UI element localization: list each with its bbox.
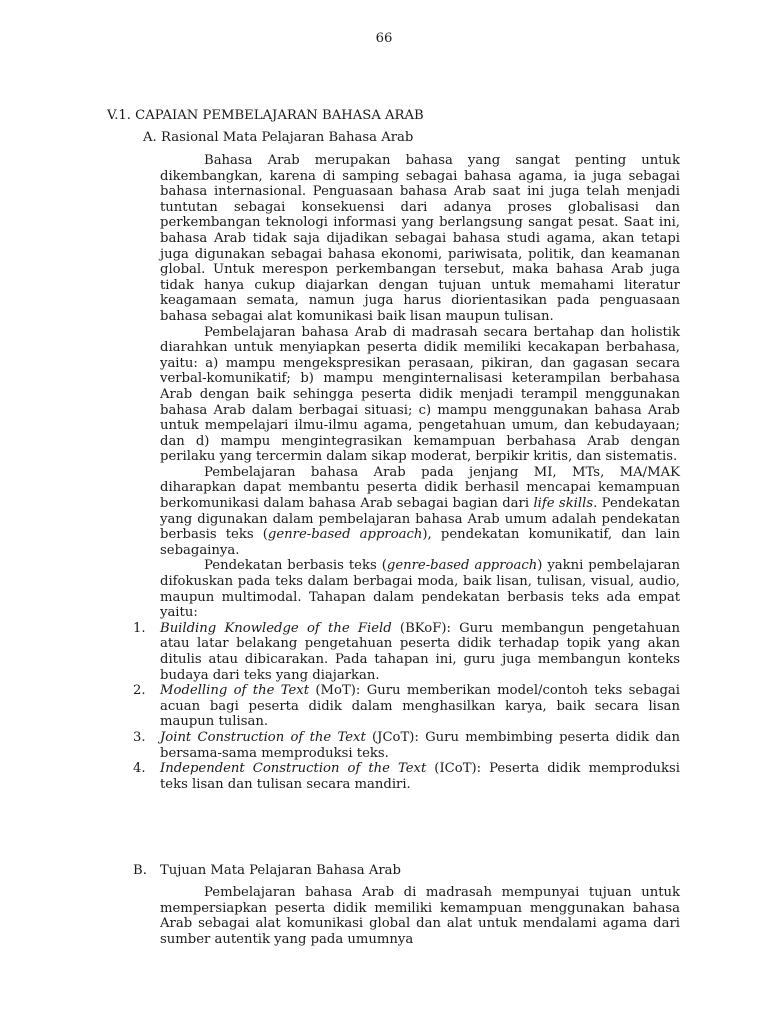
life-skills-term: life skills. xyxy=(533,496,598,512)
genre-based-term: genre-based approach xyxy=(267,527,423,543)
paragraph-b1: Pembelajaran bahasa Arab di madrasah mempunyai tujuan untuk mempersiapkan peserta didik memiliki kemampuan menggunakan bahasa Arab sebagai alat komunikasi global dan alat untuk mendalami agama dari sumber autentik yang pada umumnya xyxy=(160,885,680,947)
section-b-heading xyxy=(133,863,401,879)
list-item: 3. Joint Construction of the Text (JCoT): Guru membimbing peserta didik dan bersama-sama memproduksi teks. xyxy=(133,729,680,761)
list-item: 4. Independent Construction of the Text (ICoT): Peserta didik memproduksi teks lisan dan tulisan secara mandiri. xyxy=(133,761,680,792)
paragraph-1: Bahasa Arab merupakan bahasa yang sangat penting untuk dikembangkan, karena di samping sebagai bahasa agama, ia juga sebagai bahasa internasional. Penguasaan bahasa Arab saat ini juga telah menjadi tuntutan sebagai konsekuensi dari adanya proses globalisasi dan perkembangan teknologi informasi yang berlangsung sangat pesat. Saat ini, bahasa Arab tidak saja dijadikan sebagai bahasa studi agama, akan tetapi juga digunakan sebagai bahasa ekonomi, pariwisata, politik, dan keamanan global. Untuk merespon perkembangan tersebut, maka bahasa Arab juga tidak hanya cukup diajarkan dengan tujuan untuk memahami literatur keagamaan semata, namun juga harus diorientasikan pada penguasaan bahasa sebagai alat komunikasi baik lisan maupun tulisan. xyxy=(160,153,680,324)
section-a-label: A. xyxy=(143,130,157,145)
paragraph-4: Pendekatan berbasis teks (genre-based approach) yakni pembelajaran difokuskan pada teks dalam berbagai moda, baik lisan, tulisan, visual, audio, maupun multimodal. Tahapan dalam pendekatan berbasis teks ada empat yaitu: xyxy=(160,558,680,621)
section-b-body xyxy=(160,885,680,947)
section-b-title: Tujuan Mata Pelajaran Bahasa Arab xyxy=(160,863,401,878)
list-item: 2. Modelling of the Text (MoT): Guru memberikan model/contoh teks sebagai acuan bagi peserta didik dalam menghasilkan karya, baik secara lisan maupun tulisan. xyxy=(133,683,680,730)
section-a-body xyxy=(133,153,681,792)
paragraph-3: Pembelajaran bahasa Arab pada jenjang MI, MTs, MA/MAK diharapkan dapat membantu peserta didik berhasil mencapai kemampuan berkomunikasi dalam bahasa Arab sebagai bagian dari life skills. Pendekatan yang digunakan dalam pembelajaran bahasa Arab umum adalah pendekatan berbasis teks (genre-based approach), pendekatan komunikatif, dan lain sebagainya. xyxy=(160,464,681,558)
list-item: 1. Building Knowledge of the Field (BKoF): Guru membangun pengetahuan atau latar belakang pengetahuan peserta didik terhadap topik yang akan ditulis atau dibicarakan. Pada tahapan ini, guru juga membangun konteks budaya dari teks yang diajarkan. xyxy=(133,620,680,683)
section-b-label: B. xyxy=(133,863,147,878)
section-a-heading xyxy=(143,130,413,146)
genre-based-term: genre-based approach xyxy=(386,558,538,574)
chapter-heading: V.1. CAPAIAN PEMBELAJARAN BAHASA ARAB xyxy=(107,108,424,123)
section-a-title: Rasional Mata Pelajaran Bahasa Arab xyxy=(161,130,414,145)
stages-list xyxy=(133,620,680,793)
paragraph-2: Pembelajaran bahasa Arab di madrasah secara bertahap dan holistik diarahkan untuk menyiapkan peserta didik memiliki kecakapan berbahasa, yaitu: a) mampu mengekspresikan perasaan, pikiran, dan gagasan secara verbal-komunikatif; b) mampu menginternalisasi keterampilan berbahasa Arab dengan baik sehingga peserta didik menjadi terampil menggunakan bahasa Arab dalam berbagai situasi; c) mampu menggunakan bahasa Arab untuk mempelajari ilmu-ilmu agama, pengetahuan umum, dan kebudayaan; dan d) mampu mengintegrasikan kemampuan berbahasa Arab dengan perilaku yang tercermin dalam sikap moderat, berpikir kritis, dan sistematis. xyxy=(160,324,680,465)
page-number: 66 xyxy=(375,31,393,46)
